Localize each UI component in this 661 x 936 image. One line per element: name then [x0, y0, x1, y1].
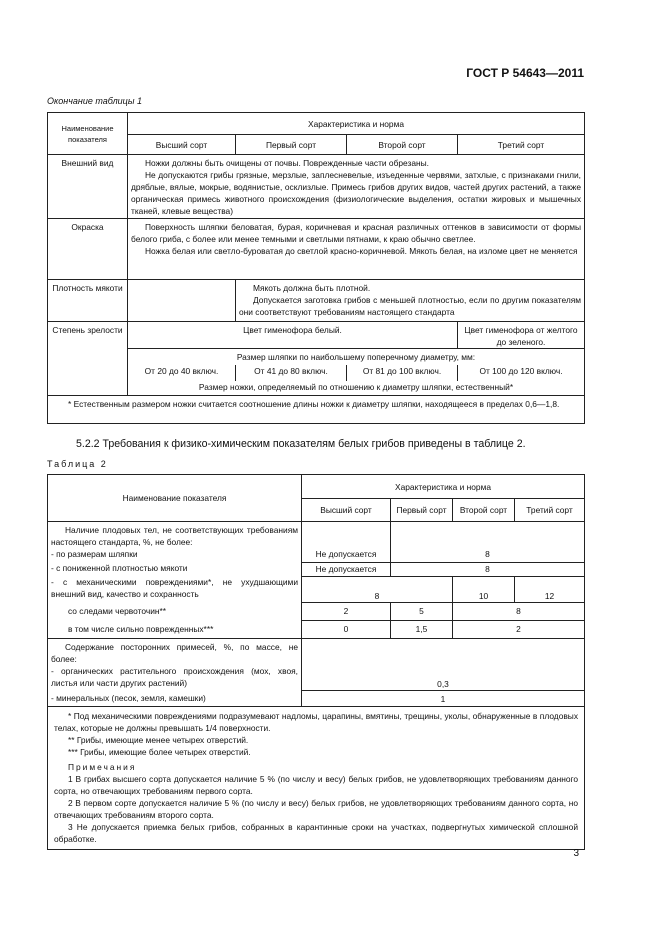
t2-r1-name: Наличие плодовых тел, не соответствующих требованиям настоящего стандарта, %, не более: — [51, 525, 298, 547]
t1-color-text1: Поверхность шляпки беловатая, бурая, коричневая и красная различных оттенков в зависимости от формы белого гриба, с более или менее темными и светлыми пятнами, к краю обычно светлее. — [131, 222, 582, 244]
t2-r3-name: - с пониженной плотностью мякоти — [48, 562, 302, 576]
t1-grade-second: Второй сорт — [347, 135, 458, 155]
t2-r8-name: - органических растительного происхождения (мох, хвоя, листья или части других растений) — [48, 665, 302, 691]
t2-grade-second: Второй сорт — [453, 499, 515, 522]
t1-hymenophore-white: Цвет гименофора белый. — [128, 322, 458, 349]
document-id: ГОСТ Р 54643—2011 — [466, 66, 584, 80]
t2-col-char-header: Характеристика и норма — [302, 475, 585, 499]
t2-r2-top: Не допускается — [302, 548, 391, 562]
t2-r5-v2: 5 — [391, 602, 453, 620]
t2-r4-v4: 12 — [515, 576, 585, 602]
t2-r6-v34: 2 — [453, 620, 585, 638]
t1-row-name: Степень зрелости — [48, 322, 128, 396]
table-2 — [47, 474, 585, 850]
t1-row-color — [48, 219, 585, 280]
t2-r9-value: 1 — [302, 691, 585, 707]
t1-cap-size-1: От 20 до 40 включ. — [128, 365, 236, 381]
t2-notes-title: Примечания — [68, 762, 137, 772]
t1-row-maturity — [48, 322, 585, 349]
t2-note-3: 3 Не допускается приемка белых грибов, собранных в карантинные сроки на участках, подвергнутых химической сплошной обработке. — [54, 822, 579, 844]
t1-cap-size-title: Размер шляпки по наибольшему поперечному диаметру, мм: — [128, 349, 585, 365]
t2-r3-top: Не допускается — [302, 562, 391, 576]
t2-r5-v1: 2 — [302, 602, 391, 620]
t1-footnote: * Естественным размером ножки считается соотношение длины ножки к диаметру шляпки, находящееся в пределах 0,6—1,8. — [68, 399, 560, 409]
t1-appearance-text1: Ножки должны быть очищены от почвы. Поврежденные части обрезаны. — [145, 158, 429, 168]
t2-r5-v34: 8 — [453, 602, 585, 620]
t1-grade-first: Первый сорт — [236, 135, 347, 155]
t2-r4-name: - с механическими повреждениями*, не ухудшающими внешний вид, качество и сохранность — [48, 576, 302, 602]
t2-r4-v12: 8 — [302, 576, 453, 602]
page-number: 3 — [573, 848, 579, 859]
t1-cap-size-4: От 100 до 120 включ. — [458, 365, 585, 381]
t2-r6-v2: 1,5 — [391, 620, 453, 638]
t2-footnote-2: ** Грибы, имеющие менее четырех отверстий. — [68, 735, 249, 745]
t2-col-name-header: Наименование показателя — [48, 475, 302, 522]
table-1 — [47, 112, 585, 424]
t2-r7-name: Содержание посторонних примесей, %, по массе, не более: — [51, 641, 298, 664]
t2-grade-first: Первый сорт — [391, 499, 453, 522]
t2-footnote-1: * Под механическими повреждениями подразумевают надломы, царапины, вмятины, трещины, уколы, обнаруженные в плодовых телах, которые не должны превышать 1/4 поверхности. — [54, 711, 579, 733]
t1-density-text2: Допускается заготовка грибов с меньшей плотностью, если по другим показателям они соответствуют требованиям настоящего стандарта — [239, 295, 582, 317]
t1-cap-size-2: От 41 до 80 включ. — [236, 365, 347, 381]
t2-r9-name: - минеральных (песок, земля, камешки) — [48, 691, 302, 707]
t1-row-name: Окраска — [48, 219, 128, 280]
t1-grade-top: Высший сорт — [128, 135, 236, 155]
t1-col-name-header: Наименование показателя — [48, 113, 128, 155]
t1-grade-third: Третий сорт — [458, 135, 585, 155]
t1-col-char-header: Характеристика и норма — [128, 113, 585, 135]
t1-hymenophore-yellow: Цвет гименофора от желтого до зеленого. — [458, 322, 585, 349]
t2-r5-name: со следами червоточин** — [48, 602, 302, 620]
t2-footnote-3: *** Грибы, имеющие более четырех отверстий. — [68, 747, 251, 757]
t1-color-text2: Ножка белая или светло-буроватая до светлой красно-коричневой. Мякоть белая, на изломе цвет не меняется — [145, 246, 578, 256]
t1-density-text1: Мякоть должна быть плотной. — [253, 283, 371, 293]
t1-appearance-text2: Не допускаются грибы грязные, мерзлые, заплесневелые, изъеденные червями, затхлые, с признаками гнили, дряблые, вялые, мокрые, водянистые, осклизлые. Примесь грибов других видов, частей других растений, а также органическая примесь животного происхождения (физиологические выделения, остатки жировых и мышечных тканей, клевые вещества) — [131, 170, 582, 216]
t2-r6-name: в том числе сильно поврежденных*** — [48, 620, 302, 638]
t2-r2-rest: 8 — [391, 548, 585, 562]
t1-stem-size: Размер ножки, определяемый по отношению к диаметру шляпки, естественный* — [128, 381, 585, 396]
table2-caption: Таблица 2 — [47, 459, 108, 469]
t2-r8-value: 0,3 — [302, 665, 585, 691]
t1-density-empty — [128, 280, 236, 322]
t2-grade-top: Высший сорт — [302, 499, 391, 522]
t2-note-2: 2 В первом сорте допускается наличие 5 % (по числу и весу) белых грибов, не удовлетворяющих требованиям данного сорта, но отвечающих требованиям второго сорта. — [54, 798, 579, 820]
t2-r4-v3: 10 — [453, 576, 515, 602]
t2-grade-third: Третий сорт — [515, 499, 585, 522]
t1-row-density — [48, 280, 585, 322]
t2-r2-name: - по размерам шляпки — [48, 548, 302, 562]
t1-row-name: Плотность мякоти — [48, 280, 128, 322]
t2-r3-rest: 8 — [391, 562, 585, 576]
table1-continuation-caption: Окончание таблицы 1 — [47, 96, 142, 106]
t1-row-name: Внешний вид — [48, 155, 128, 219]
section-5-2-2: 5.2.2 Требования к физико-химическим показателям белых грибов приведены в таблице 2. — [76, 438, 526, 450]
t1-cap-size-3: От 81 до 100 включ. — [347, 365, 458, 381]
t2-r6-v1: 0 — [302, 620, 391, 638]
t1-row-appearance — [48, 155, 585, 219]
t2-note-1: 1 В грибах высшего сорта допускается наличие 5 % (по числу и весу) белых грибов, не удовлетворяющих требованиям данного сорта, но отвечающих требованиям первого сорта. — [54, 774, 579, 796]
